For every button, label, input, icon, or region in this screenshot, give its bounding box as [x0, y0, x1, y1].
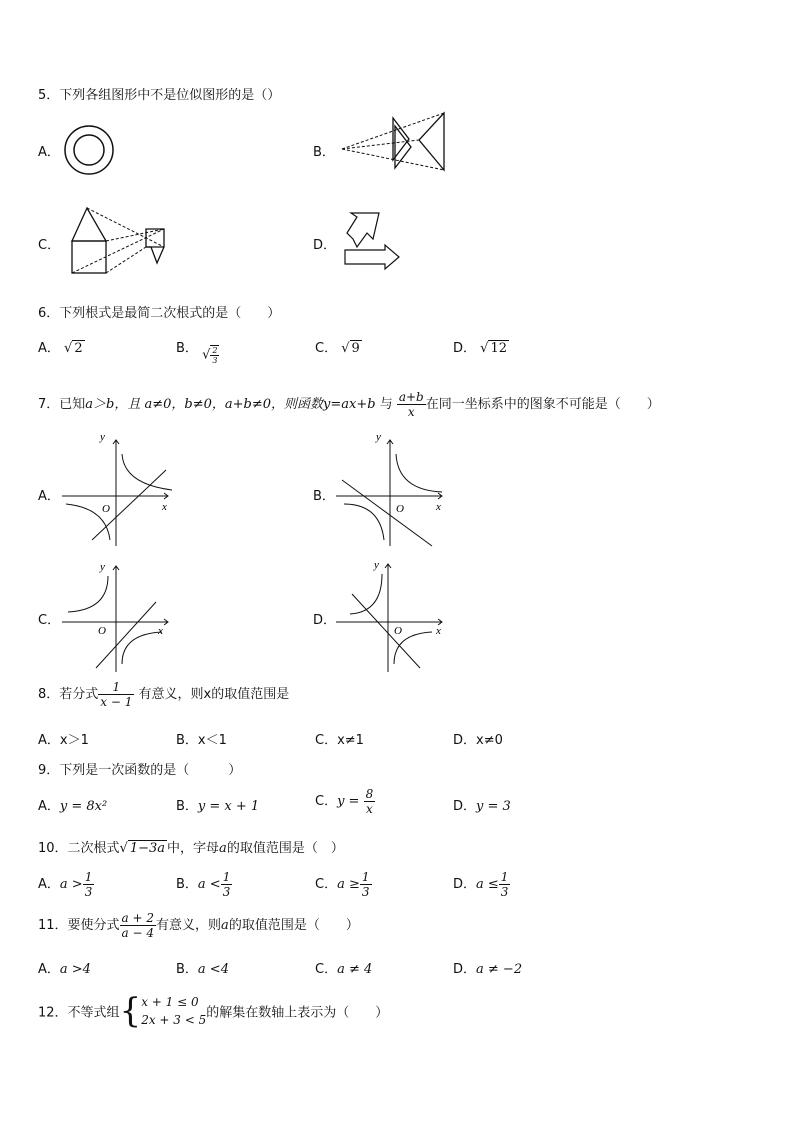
- q10-option-c-lhs: a ≥: [337, 877, 360, 892]
- q11-option-b-math: a <4: [197, 962, 229, 977]
- q7-graph-b: [336, 432, 448, 548]
- q9-option-d-math: y = 3: [476, 799, 511, 814]
- q11-stem: [38, 911, 359, 940]
- q11-frac-den: a − 4: [121, 926, 155, 940]
- q6-option-c-label: C．: [315, 341, 338, 356]
- q10-option-b-fraction: [221, 870, 233, 899]
- q10-option-d-den: 3: [500, 885, 509, 899]
- q5-option-b-label: B．: [313, 145, 335, 160]
- q7-b-y-label: y: [376, 431, 381, 443]
- q10-option-c: [315, 870, 372, 899]
- q11-option-b: [176, 958, 229, 977]
- q5-figure-c-house-shapes: [68, 205, 178, 277]
- q10-stem-prefix: 10．二次根式: [38, 841, 120, 856]
- q8-stem-suffix: 有意义，则x的取值范围是: [134, 687, 290, 702]
- q7-condition: a＞b，且 a≠0，b≠0，a+b≠0，则函数: [85, 397, 324, 412]
- q10-stem: [38, 837, 344, 856]
- q6-option-a: [38, 337, 85, 356]
- q5-stem: 5．下列各组图形中不是位似图形的是（）: [38, 88, 281, 103]
- q7-d-y-label: y: [374, 559, 379, 571]
- q10-variable: a: [219, 841, 227, 856]
- q10-option-b: [176, 870, 232, 899]
- q8-option-d: D．x≠0: [453, 733, 503, 748]
- q10-option-a-lhs: a >: [59, 877, 83, 892]
- q11-frac-num: a + 2: [121, 911, 155, 925]
- q6-option-d-radicand: 12: [490, 341, 507, 356]
- q10-option-c-label: C．: [315, 877, 338, 892]
- q10-radicand: 1−3a: [129, 841, 166, 856]
- q12-line2: 2x + 3 < 5: [141, 1013, 207, 1027]
- q7-frac-num: a+b: [398, 390, 424, 404]
- q9-option-c-lhs: y =: [337, 794, 360, 809]
- q11-option-c: [315, 958, 372, 977]
- q7-linear-function: y=ax+b: [323, 397, 376, 412]
- q7-d-origin: O: [394, 625, 402, 637]
- q7-option-c-label: C．: [38, 613, 61, 628]
- q6-option-c: [315, 337, 362, 356]
- q12-line1: x + 1 ≤ 0: [141, 995, 199, 1009]
- q9-option-d: [453, 795, 511, 814]
- q8-option-b: B．x＜1: [176, 733, 227, 748]
- q10-option-b-lhs: a <: [197, 877, 221, 892]
- q9-option-c-fraction: [364, 787, 376, 816]
- q5-figure-a-concentric-circles: [62, 124, 118, 176]
- q10-stem-suffix: 的取值范围是（ ）: [226, 841, 344, 856]
- q5-figure-d-arrows: [343, 212, 405, 270]
- q11-option-a: [38, 958, 91, 977]
- q6-option-d-label: D．: [453, 341, 477, 356]
- q7-a-x-label: x: [162, 501, 167, 513]
- q10-option-d-fraction: [499, 870, 511, 899]
- q8-frac-den: x − 1: [100, 695, 133, 709]
- q11-stem-suffix: 的取值范围是（ ）: [228, 918, 359, 933]
- q5-option-c-label: C．: [38, 238, 61, 253]
- q5-option-d-label: D．: [313, 238, 337, 253]
- q5-figure-b-triangles: [338, 110, 450, 174]
- q10-option-b-den: 3: [222, 885, 231, 899]
- q10-option-c-den: 3: [361, 885, 370, 899]
- q10-option-c-fraction: [360, 870, 372, 899]
- q7-graph-d: [336, 558, 448, 674]
- q11-option-c-label: C．: [315, 962, 338, 977]
- q11-fraction: [120, 911, 156, 940]
- q11-option-d-math: a ≠ −2: [476, 962, 523, 977]
- q7-option-b-label: B．: [313, 489, 335, 504]
- q7-stem: [38, 390, 660, 419]
- q11-option-d: [453, 958, 522, 977]
- q7-a-origin: O: [102, 503, 110, 515]
- q11-option-c-math: a ≠ 4: [337, 962, 373, 977]
- q9-option-b: [176, 795, 259, 814]
- q8-fraction: [98, 680, 134, 709]
- q8-option-a: A．x＞1: [38, 733, 89, 748]
- q7-b-origin: O: [396, 503, 404, 515]
- q9-option-a: [38, 795, 107, 814]
- q7-frac-den: x: [407, 405, 415, 419]
- q9-option-c: [315, 787, 375, 816]
- q7-c-x-label: x: [158, 625, 163, 637]
- q9-stem: 9．下列是一次函数的是（ ）: [38, 763, 242, 778]
- q10-option-a-label: A．: [38, 877, 60, 892]
- q11-variable: a: [221, 918, 229, 933]
- q10-option-d-lhs: a ≤: [476, 877, 499, 892]
- q7-graph-a: [62, 432, 174, 548]
- q10-option-a-den: 3: [84, 885, 93, 899]
- q6-option-b-num: 2: [212, 345, 218, 355]
- q12-system: [141, 993, 206, 1029]
- q12-stem-prefix: 12．不等式组: [38, 1005, 120, 1021]
- q9-option-b-label: B．: [176, 799, 198, 814]
- q11-option-b-label: B．: [176, 962, 198, 977]
- q12-brace: {: [119, 991, 142, 1031]
- q10-option-c-num: 1: [361, 870, 370, 884]
- q8-stem: [38, 680, 289, 709]
- q9-option-d-label: D．: [453, 799, 477, 814]
- q10-option-d-num: 1: [500, 870, 509, 884]
- q10-option-a-fraction: [83, 870, 95, 899]
- q10-option-a-num: 1: [84, 870, 93, 884]
- q6-option-b-label: B．: [176, 341, 198, 356]
- q8-stem-prefix: 8．若分式: [38, 687, 99, 702]
- q7-connector: 与: [375, 397, 397, 412]
- q12-stem-suffix: 的解集在数轴上表示为（ ）: [206, 1005, 389, 1021]
- q7-option-d-label: D．: [313, 613, 337, 628]
- q10-option-a: [38, 870, 94, 899]
- q10-option-b-num: 1: [222, 870, 231, 884]
- q6-option-d: [453, 337, 509, 356]
- q7-fraction: [397, 390, 426, 419]
- q9-option-a-label: A．: [38, 799, 60, 814]
- q7-b-x-label: x: [436, 501, 441, 513]
- q6-stem: 6．下列根式是最简二次根式的是（ ）: [38, 306, 281, 321]
- q7-stem-suffix: 在同一坐标系中的图象不可能是（ ）: [425, 397, 660, 412]
- q9-option-c-label: C．: [315, 794, 338, 809]
- q11-stem-prefix: 11．要使分式: [38, 918, 120, 933]
- q10-option-d-label: D．: [453, 877, 477, 892]
- q11-option-d-label: D．: [453, 962, 477, 977]
- q10-option-b-label: B．: [176, 877, 198, 892]
- q7-a-y-label: y: [100, 431, 105, 443]
- q9-option-b-math: y = x + 1: [197, 799, 260, 814]
- q11-option-a-math: a >4: [59, 962, 91, 977]
- q7-d-x-label: x: [436, 625, 441, 637]
- q10-stem-mid: 中，字母: [167, 841, 220, 856]
- q7-stem-prefix: 7．已知: [38, 397, 86, 412]
- q7-option-a-label: A．: [38, 489, 60, 504]
- q6-option-d-sqrt: √ 12: [480, 341, 507, 356]
- q8-frac-num: 1: [98, 680, 134, 695]
- q6-option-b-sqrt: √ $\frac{2}{3}$: [202, 345, 218, 365]
- q5-option-a-label: A．: [38, 145, 60, 160]
- q6-option-b: [176, 337, 219, 365]
- q11-stem-mid: 有意义，则: [156, 918, 222, 933]
- q6-option-c-radicand: 9: [351, 341, 360, 356]
- q9-option-c-den: x: [366, 802, 373, 816]
- q10-sqrt: √ 1−3a: [119, 841, 166, 856]
- q6-option-a-sqrt: √ 2: [64, 341, 83, 356]
- q8-option-c: C．x≠1: [315, 733, 364, 748]
- q10-option-d: [453, 870, 510, 899]
- q6-option-c-sqrt: √ 9: [341, 341, 360, 356]
- q6-option-a-radicand: 2: [74, 341, 83, 356]
- q7-graph-c: [62, 560, 174, 676]
- q7-c-y-label: y: [100, 561, 105, 573]
- q11-option-a-label: A．: [38, 962, 60, 977]
- q9-option-a-math: y = 8x²: [59, 799, 108, 814]
- q9-option-c-num: 8: [365, 787, 374, 801]
- q7-c-origin: O: [98, 625, 106, 637]
- q6-option-b-den: 3: [212, 355, 218, 365]
- q12-stem: [38, 993, 388, 1029]
- q6-option-a-label: A．: [38, 341, 60, 356]
